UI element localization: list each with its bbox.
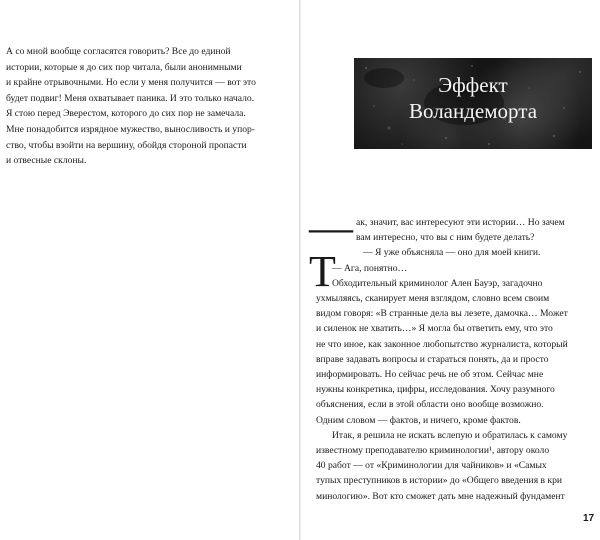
text-line: Мне понадобится изрядное мужество, выносливость и упор- — [6, 123, 255, 135]
text-line: и отвесные склоны. — [6, 155, 87, 167]
chapter-title — [354, 72, 592, 124]
chapter-title-line: Эффект — [438, 73, 508, 97]
text-line: А со мной вообще согласятся говорить? Все до единой — [6, 46, 231, 57]
text-line: информировать. Но сейчас речь не об этом. Сейчас мне — [316, 369, 544, 381]
text-line: — Я уже объясняла — оно для моей книги. — [363, 247, 541, 259]
text-line: и крайне отрывочными. Но если у меня получится — вот это — [6, 77, 256, 89]
text-line: будет подвиг! Меня охватывает паника. И это только начало. — [6, 92, 255, 104]
left-page — [0, 0, 299, 540]
text-line: минологию». Вот кто сможет дать мне надежный фундамент — [316, 490, 565, 502]
right-page — [301, 0, 600, 540]
text-line: тупых преступников в истории» до «Общего введения в кри — [316, 475, 563, 487]
text-line: Я стою перед Эверестом, которого до сих пор не замечала. — [6, 108, 246, 120]
dropcap: —Т — [309, 203, 353, 296]
text-line: и силенок не хватить…» Я могла бы ответить ему, что это — [316, 323, 553, 335]
chapter-body-text — [316, 215, 596, 504]
text-line: Одним словом — фактов, и ничего, кроме фактов. — [316, 414, 521, 426]
left-page-text — [6, 44, 276, 169]
text-line: истории, которые я до сих пор читала, были анонимными — [6, 61, 242, 73]
text-line: видом говоря: «В странные дела вы лезете, дамочка… Может — [316, 308, 568, 320]
text-line: объяснения, если в этой области оно вообще возможно. — [316, 399, 544, 411]
text-line: Итак, я решила не искать вслепую и обратилась к самому — [332, 429, 568, 441]
text-line: ухмыляясь, сканирует меня взглядом, словно всем своим — [316, 293, 550, 305]
text-line: вам интересно, что вы с ним будете делать? — [356, 232, 535, 244]
chapter-banner — [354, 58, 592, 149]
text-line: вправе задавать вопросы и стараться понять, да и просто — [316, 353, 549, 365]
text-line: — Ага, понятно… — [332, 262, 408, 274]
text-line: нужны конкретика, цифры, исследования. Хочу разумного — [316, 384, 555, 396]
text-line: известному преподавателю криминологии¹, автору около — [316, 445, 550, 457]
text-line: 40 работ — от «Криминологии для чайников» и «Самых — [316, 460, 547, 472]
text-line: ство, чтобы взойти на вершину, обойдя стороной пропасти — [6, 139, 247, 151]
chapter-title-line: Воландеморта — [408, 99, 538, 123]
text-line: Обходительный криминолог Ален Бауэр, загадочно — [332, 277, 543, 289]
text-line: ак, значит, вас интересуют эти истории… Но зачем — [356, 217, 565, 228]
text-line: не что иное, как законное любопытство журналиста, который — [316, 338, 568, 350]
page-number: 17 — [583, 513, 595, 524]
